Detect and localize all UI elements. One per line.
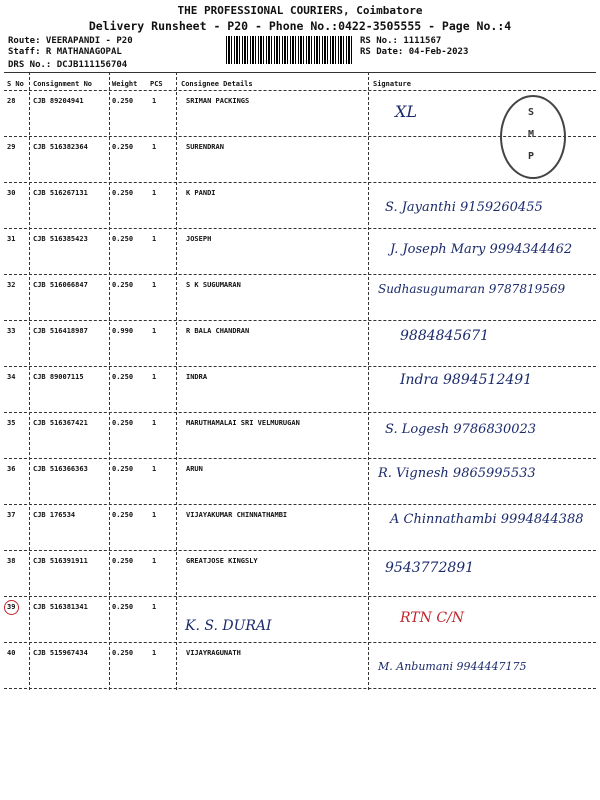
row-pcs: 1 [152,649,157,657]
col-divider [176,72,177,690]
row-consignee: K PANDI [186,189,216,197]
row-pcs: 1 [152,327,157,335]
row-39-handwritten-name: K. S. DURAI [185,618,272,634]
row-consignment-no: CJB 516267131 [33,189,88,197]
row-pcs: 1 [152,143,157,151]
row-consignee: JOSEPH [186,235,212,243]
row-signature: J. Joseph Mary 9994344462 [390,242,573,257]
row-weight: 0.250 [112,235,134,243]
row-sno: 36 [7,465,16,473]
row-sno: 33 [7,327,16,335]
col-divider [368,72,369,690]
row-consignment-no: CJB 176534 [33,511,76,519]
row-pcs: 1 [152,603,157,611]
row-weight: 0.250 [112,373,134,381]
row-signature: S. Jayanthi 9159260455 [385,200,543,215]
col-divider [29,72,30,690]
row-signature: Sudhasugumaran 9787819569 [378,282,566,296]
row-weight: 0.250 [112,649,134,657]
row-consignment-no: CJB 515967434 [33,649,88,657]
row-weight: 0.990 [112,327,134,335]
row-weight: 0.250 [112,603,134,611]
company-stamp: S M P [500,95,566,179]
row-divider [4,550,596,551]
row-signature: RTN C/N [400,610,465,626]
col-header-signature: Signature [373,80,411,88]
row-signature: 9543772891 [385,560,475,576]
row-consignment-no: CJB 516418987 [33,327,88,335]
row-pcs: 1 [152,419,157,427]
rs-date: RS Date: 04-Feb-2023 [360,47,469,57]
row-consignment-no: CJB 516367421 [33,419,88,427]
row-signature: M. Anbumani 9944447175 [378,660,527,673]
row-sno: 31 [7,235,16,243]
row-sno: 34 [7,373,16,381]
col-header-consignment: Consignment No [33,80,93,88]
row-signature: 9884845671 [400,328,490,344]
row-consignee: R BALA CHANDRAN [186,327,250,335]
col-divider [109,72,110,690]
row-weight: 0.250 [112,465,134,473]
drs-number: DRS No.: DCJB111156704 [8,60,128,70]
row-sno: 40 [7,649,16,657]
col-header-details: Consignee Details [181,80,253,88]
row-consignment-no: CJB 89007115 [33,373,84,381]
row-signature: S. Logesh 9786830023 [385,422,537,437]
rs-number: RS No.: 1111567 [360,36,442,46]
row-divider [4,320,596,321]
col-header-weight: Weight [112,80,138,88]
row-divider [4,458,596,459]
row-signature: Indra 9894512491 [400,372,533,388]
row-pcs: 1 [152,511,157,519]
row-sno: 39 [7,603,16,611]
row-consignee: VIJAYAKUMAR CHINNATHAMBI [186,511,288,519]
row-weight: 0.250 [112,281,134,289]
row-divider [4,182,596,183]
row-signature: XL [395,102,418,121]
table-top-rule [4,72,596,73]
row-weight: 0.250 [112,419,134,427]
row-divider [4,642,596,643]
row-weight: 0.250 [112,511,134,519]
row-sno: 30 [7,189,16,197]
header-rule [4,90,596,91]
row-pcs: 1 [152,465,157,473]
runsheet-title: Delivery Runsheet - P20 - Phone No.:0422-3505555 - Page No.:4 [88,19,512,33]
row-weight: 0.250 [112,97,134,105]
row-divider [4,596,596,597]
company-title: THE PROFESSIONAL COURIERS, Coimbatore [177,4,423,17]
row-consignment-no: CJB 89204941 [33,97,84,105]
col-header-sno: S No [7,80,24,88]
row-consignment-no: CJB 516391911 [33,557,88,565]
row-pcs: 1 [152,557,157,565]
row-consignment-no: CJB 516066847 [33,281,88,289]
row-consignment-no: CJB 516366363 [33,465,88,473]
route-label: Route: VEERAPANDI - P20 [8,36,133,46]
row-weight: 0.250 [112,189,134,197]
row-weight: 0.250 [112,557,134,565]
row-signature: A Chinnathambi 9994844388 [390,512,584,527]
row-sno: 29 [7,143,16,151]
row-sno: 38 [7,557,16,565]
staff-label: Staff: R MATHANAGOPAL [8,47,122,57]
row-consignee: SRIMAN PACKINGS [186,97,250,105]
row-pcs: 1 [152,97,157,105]
row-39-circle-mark [4,600,19,615]
row-consignment-no: CJB 516385423 [33,235,88,243]
row-divider [4,228,596,229]
row-pcs: 1 [152,281,157,289]
row-divider [4,504,596,505]
row-signature: R. Vignesh 9865995533 [378,466,536,481]
row-sno: 28 [7,97,16,105]
row-consignee: INDRA [186,373,208,381]
row-consignee: GREATJOSE KINGSLY [186,557,258,565]
row-consignment-no: CJB 516381341 [33,603,88,611]
row-pcs: 1 [152,235,157,243]
row-consignee: VIJAYRAGUNATH [186,649,241,657]
row-consignee: MARUTHAMALAI SRI VELMURUGAN [186,419,300,427]
row-sno: 32 [7,281,16,289]
row-pcs: 1 [152,189,157,197]
row-sno: 37 [7,511,16,519]
row-sno: 35 [7,419,16,427]
row-consignee: ARUN [186,465,203,473]
row-divider [4,274,596,275]
row-consignment-no: CJB 516382364 [33,143,88,151]
row-weight: 0.250 [112,143,134,151]
barcode [226,36,353,64]
row-pcs: 1 [152,373,157,381]
row-divider [4,366,596,367]
row-consignee: SURENDRAN [186,143,224,151]
row-divider [4,412,596,413]
col-header-pcs: PCS [150,80,163,88]
row-consignee: S K SUGUMARAN [186,281,241,289]
row-divider [4,688,596,689]
